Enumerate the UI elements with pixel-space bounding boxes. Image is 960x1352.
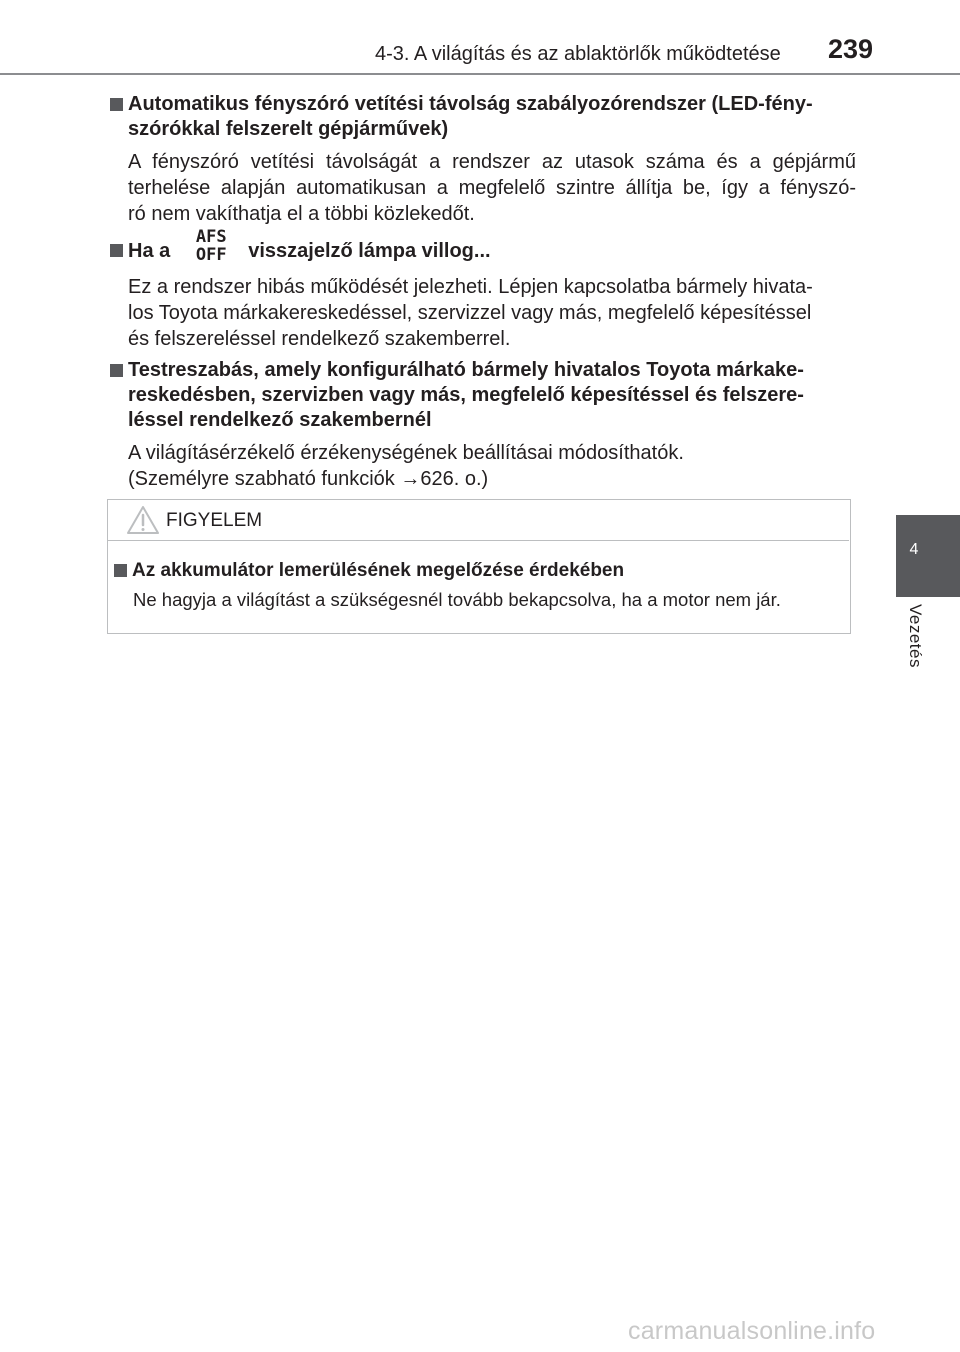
body-line: terhelése alapján automatikusan a megfelelő szintre állítja be, így a fényszó- (128, 177, 856, 199)
body-line: ró nem vakíthatja el a többi közlekedőt. (128, 203, 475, 225)
heading-prefix: Ha a (128, 240, 171, 262)
watermark: carmanualsonline.info (628, 1317, 876, 1345)
afs-off-icon: AFS OFF (195, 226, 227, 265)
heading-line: Automatikus fényszóró vetítési távolság szabályozórendszer (LED-fény- (128, 93, 813, 115)
body-line: Ez a rendszer hibás működését jelezheti. Lépjen kapcsolatba bármely hivata- (128, 276, 813, 298)
page-number: 239 (828, 34, 874, 64)
caution-box (107, 499, 851, 634)
square-bullet-icon (110, 98, 123, 111)
section-body (128, 274, 856, 352)
body-line: A világításérzékelő érzékenységének beállításai módosíthatók. (128, 442, 684, 464)
square-bullet-icon (114, 564, 127, 577)
body-line: los Toyota márkakereskedéssel, szervizzel vagy más, megfelelő képesítéssel (128, 302, 812, 324)
caution-subheading (114, 559, 844, 583)
heading-line: Testreszabás, amely konfigurálható bármely hivatalos Toyota márkake- (128, 359, 804, 381)
section-customization (110, 358, 856, 492)
caution-text: Ne hagyja a világítást a szükségesnél tovább bekapcsolva, ha a motor nem jár. (133, 589, 781, 610)
header-title: 4-3. A világítás és az ablaktörlők működtetése (375, 43, 781, 65)
caution-header (108, 500, 849, 541)
section-heading (110, 92, 856, 142)
caution-subheading-text: Az akkumulátor lemerülésének megelőzése érdekében (132, 560, 625, 581)
heading-line: szórókkal felszerelt gépjárművek) (128, 118, 449, 140)
chapter-number: 4 (909, 541, 919, 558)
body-line: A fényszóró vetítési távolságát a rendszer az utasok száma és a gépjármű (128, 151, 856, 173)
heading-line: léssel rendelkező szakembernél (128, 409, 432, 431)
chapter-tab (896, 515, 960, 597)
square-bullet-icon (110, 244, 123, 257)
chapter-label: Vezetés (906, 604, 925, 668)
heading-line: reskedésben, szervizben vagy más, megfelelő képesítéssel és felszere- (128, 384, 804, 406)
header-rule (0, 73, 960, 75)
section-body (128, 440, 856, 492)
square-bullet-icon (110, 364, 123, 377)
section-body (128, 149, 856, 227)
warning-triangle-icon (126, 505, 160, 535)
body-line: és felszereléssel rendelkező szakemberrel. (128, 328, 511, 350)
body-line: (Személyre szabható funkciók →626. o.) (128, 468, 489, 490)
heading-suffix: visszajelző lámpa villog... (248, 240, 491, 262)
section-heading (110, 358, 856, 433)
caution-title: FIGYELEM (166, 510, 263, 531)
section-headlight-leveling (110, 92, 856, 227)
section-afs-off (110, 226, 856, 352)
section-heading (110, 226, 856, 266)
